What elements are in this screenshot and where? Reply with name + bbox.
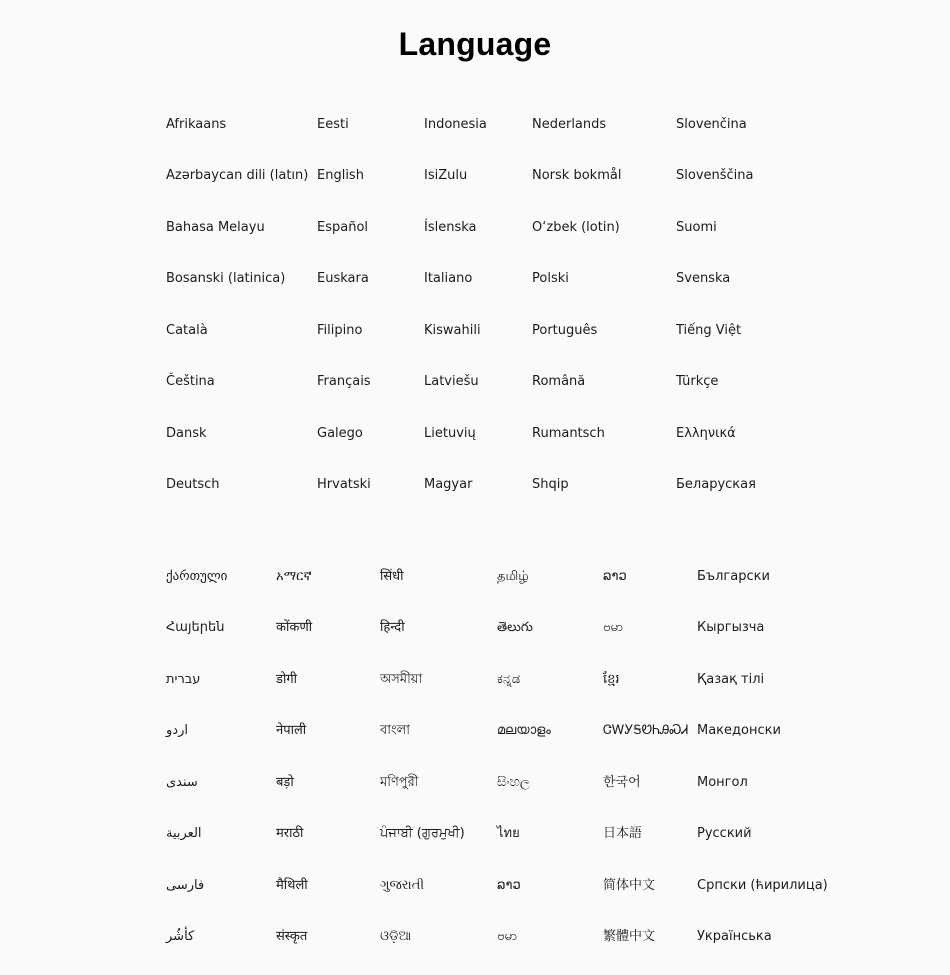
language-option[interactable]: Català — [166, 323, 208, 338]
language-option[interactable]: Монгол — [697, 775, 748, 790]
language-option[interactable]: Кыргызча — [697, 620, 765, 635]
language-option[interactable]: Српски (ћирилица) — [697, 878, 828, 893]
language-option[interactable]: Dansk — [166, 426, 207, 441]
language-option[interactable]: Español — [317, 220, 369, 235]
language-option[interactable]: संस्कृत — [276, 929, 308, 944]
language-option[interactable]: سندی — [166, 775, 198, 790]
language-option[interactable]: Deutsch — [166, 477, 220, 492]
language-option[interactable]: 日本語 — [603, 826, 643, 841]
language-option[interactable]: ଓଡ଼ିଆ — [380, 929, 412, 944]
language-option[interactable]: অসমীয়া — [380, 672, 423, 687]
language-option[interactable]: العربية — [166, 826, 202, 841]
language-option[interactable]: සිංහල — [497, 775, 530, 790]
language-option[interactable]: Հայերեն — [166, 620, 225, 635]
language-option[interactable]: Azərbaycan dili (latın) — [166, 168, 309, 183]
language-option[interactable]: తెలుగు — [497, 620, 533, 635]
language-option[interactable]: Slovenčina — [676, 117, 747, 132]
language-option[interactable]: தமிழ் — [497, 569, 529, 584]
language-option[interactable]: हिन्दी — [380, 620, 405, 635]
language-option[interactable]: کأشُر — [166, 929, 195, 944]
language-option[interactable]: Latviešu — [424, 374, 479, 389]
language-option[interactable]: فارسی — [166, 878, 205, 893]
language-option[interactable]: Bahasa Melayu — [166, 220, 265, 235]
language-option[interactable]: ᏣᎳᎩᎦᏬᏂᎯᏍᏗ — [603, 723, 689, 738]
language-option[interactable]: ไทย — [497, 826, 520, 841]
language-option[interactable]: बड़ो — [276, 775, 294, 790]
language-option[interactable]: ဗမာ — [603, 620, 624, 635]
language-option[interactable]: Rumantsch — [532, 426, 605, 441]
language-option[interactable]: Suomi — [676, 220, 717, 235]
language-option[interactable]: Polski — [532, 271, 569, 286]
language-option[interactable]: Slovenščina — [676, 168, 754, 183]
language-option[interactable]: English — [317, 168, 364, 183]
language-option[interactable]: Română — [532, 374, 586, 389]
language-option[interactable]: ქართული — [166, 569, 228, 584]
language-option[interactable]: Ελληνικά — [676, 426, 736, 441]
language-option[interactable]: አማርኛ — [276, 569, 312, 584]
language-option[interactable]: ဗမာ — [497, 929, 518, 944]
language-option[interactable]: মণিপুরী — [380, 775, 419, 790]
language-option[interactable]: Norsk bokmål — [532, 168, 622, 183]
language-option[interactable]: Български — [697, 569, 770, 584]
language-option[interactable]: ខ្មែរ — [603, 672, 620, 687]
language-option[interactable]: Tiếng Việt — [676, 323, 742, 338]
language-option[interactable]: עברית — [166, 672, 201, 687]
language-option[interactable]: 한국어 — [603, 775, 641, 790]
language-option[interactable]: Čeština — [166, 374, 215, 389]
language-option[interactable]: اردو — [166, 723, 188, 738]
language-option[interactable]: Italiano — [424, 271, 473, 286]
page-title: Language — [398, 26, 552, 62]
language-option[interactable]: O‘zbek (lotin) — [532, 220, 620, 235]
language-option[interactable]: Indonesia — [424, 117, 487, 132]
language-option[interactable]: Lietuvių — [424, 426, 476, 441]
language-option[interactable]: Беларуская — [676, 477, 756, 492]
language-option[interactable]: Magyar — [424, 477, 473, 492]
language-option[interactable]: मराठी — [276, 826, 304, 841]
language-option[interactable]: Bosanski (latinica) — [166, 271, 286, 286]
language-option[interactable]: Galego — [317, 426, 363, 441]
language-option[interactable]: Afrikaans — [166, 117, 227, 132]
language-option[interactable]: Українська — [697, 929, 772, 944]
language-option[interactable]: বাংলা — [380, 723, 411, 738]
language-option[interactable]: कोंकणी — [276, 620, 313, 635]
language-option[interactable]: Eesti — [317, 117, 349, 132]
language-option[interactable]: Euskara — [317, 271, 369, 286]
language-option[interactable]: डोगी — [276, 672, 298, 687]
language-option[interactable]: Português — [532, 323, 598, 338]
language-option[interactable]: മലയാളം — [497, 723, 551, 738]
language-option[interactable]: Русский — [697, 826, 752, 841]
language-option[interactable]: Türkçe — [676, 374, 719, 389]
language-option[interactable]: Kiswahili — [424, 323, 481, 338]
language-option[interactable]: 繁體中文 — [603, 929, 656, 944]
language-option[interactable]: Hrvatski — [317, 477, 371, 492]
language-option[interactable]: IsiZulu — [424, 168, 468, 183]
language-option[interactable]: Français — [317, 374, 371, 389]
language-option[interactable]: Íslenska — [424, 220, 477, 235]
language-option[interactable]: ລາວ — [497, 878, 521, 893]
language-option[interactable]: Македонски — [697, 723, 781, 738]
language-option[interactable]: Svenska — [676, 271, 731, 286]
language-option[interactable]: ಕನ್ನಡ — [497, 672, 521, 687]
language-option[interactable]: Shqip — [532, 477, 569, 492]
language-option[interactable]: 简体中文 — [603, 878, 656, 893]
language-option[interactable]: मैथिली — [276, 878, 308, 893]
language-option[interactable]: ਪੰਜਾਬੀ (ਗੁਰਮੁਖੀ) — [380, 826, 465, 841]
language-option[interactable]: नेपाली — [276, 723, 307, 738]
language-option[interactable]: ગુજરાતી — [380, 878, 425, 893]
language-option[interactable]: सिंधी — [380, 569, 404, 584]
language-option[interactable]: Nederlands — [532, 117, 607, 132]
language-option[interactable]: Filipino — [317, 323, 363, 338]
language-option[interactable]: ລາວ — [603, 569, 627, 584]
language-option[interactable]: Қазақ тілі — [697, 672, 765, 687]
